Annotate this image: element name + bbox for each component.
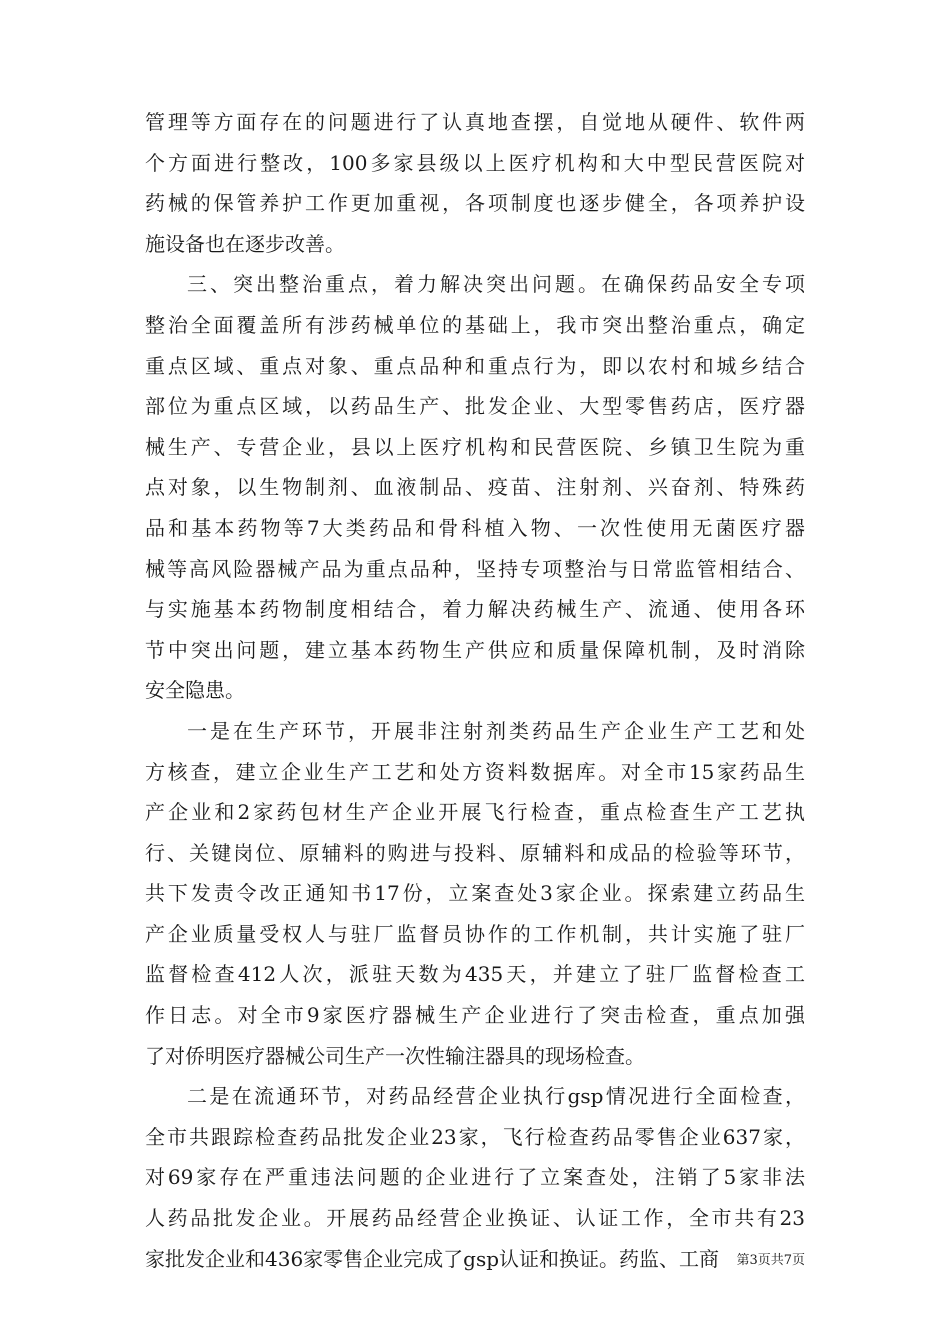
text-line: 产企业和2家药包材生产企业开展飞行检查，重点检查生产工艺执 — [145, 800, 805, 825]
text-line: 二是在流通环节，对药品经营企业执行gsp情况进行全面检查， — [187, 1084, 805, 1109]
text-line: 药械的保管养护工作更加重视，各项制度也逐步健全，各项养护设 — [145, 191, 805, 216]
text-line: 方核查，建立企业生产工艺和处方资料数据库。对全市15家药品生 — [145, 759, 805, 784]
text-line: 整治全面覆盖所有涉药械单位的基础上，我市突出整治重点，确定 — [145, 312, 805, 337]
text-line: 部位为重点区域，以药品生产、批发企业、大型零售药店，医疗器 — [145, 394, 805, 419]
text-line: 产企业质量受权人与驻厂监督员协作的工作机制，共计实施了驻厂 — [145, 921, 805, 946]
text-line: 械等高风险器械产品为重点品种，坚持专项整治与日常监管相结合、 — [145, 556, 805, 581]
text-line: 监督检查412人次，派驻天数为435天，并建立了驻厂监督检查工 — [145, 962, 805, 987]
document-body — [145, 102, 805, 1279]
text-line: 个方面进行整改，100多家县级以上医疗机构和大中型民营医院对 — [145, 150, 805, 175]
text-line: 与实施基本药物制度相结合，着力解决药械生产、流通、使用各环 — [145, 597, 805, 622]
text-line: 械生产、专营企业，县以上医疗机构和民营医院、乡镇卫生院为重 — [145, 434, 805, 459]
text-line: 品和基本药物等7大类药品和骨科植入物、一次性使用无菌医疗器 — [145, 515, 805, 540]
page-number: 第3页共7页 — [736, 1253, 805, 1268]
text-line: 管理等方面存在的问题进行了认真地查摆，自觉地从硬件、软件两 — [145, 110, 805, 134]
paragraph — [145, 102, 805, 264]
text-line: 三、突出整治重点，着力解决突出问题。在确保药品安全专项 — [187, 272, 805, 297]
text-line: 一是在生产环节，开展非注射剂类药品生产企业生产工艺和处 — [187, 718, 805, 743]
paragraph — [145, 711, 805, 1076]
text-line: 作日志。对全市9家医疗器械生产企业进行了突击检查，重点加强 — [145, 1003, 805, 1028]
text-line: 节中突出问题，建立基本药物生产供应和质量保障机制，及时消除 — [145, 637, 805, 662]
text-line: 安全隐患。 — [145, 678, 245, 703]
text-line: 全市共跟踪检查药品批发企业23家，飞行检查药品零售企业637家， — [145, 1124, 805, 1149]
text-line: 行、关键岗位、原辅料的购进与投料、原辅料和成品的检验等环节， — [145, 840, 805, 865]
text-line: 施设备也在逐步改善。 — [145, 231, 345, 256]
paragraph — [145, 1076, 805, 1279]
text-line: 点对象，以生物制剂、血液制品、疫苗、注射剂、兴奋剂、特殊药 — [145, 475, 805, 500]
text-line: 共下发责令改正通知书17份，立案查处3家企业。探索建立药品生 — [145, 881, 805, 906]
text-line: 重点区域、重点对象、重点品种和重点行为，即以农村和城乡结合 — [145, 353, 805, 378]
paragraph — [145, 264, 805, 711]
text-line: 了对侨明医疗器械公司生产一次性输注器具的现场检查。 — [145, 1043, 645, 1068]
text-line: 对69家存在严重违法问题的企业进行了立案查处，注销了5家非法 — [145, 1165, 805, 1190]
text-line: 家批发企业和436家零售企业完成了gsp认证和换证。药监、工商 — [145, 1246, 720, 1271]
text-line: 人药品批发企业。开展药品经营企业换证、认证工作，全市共有23 — [145, 1206, 805, 1231]
